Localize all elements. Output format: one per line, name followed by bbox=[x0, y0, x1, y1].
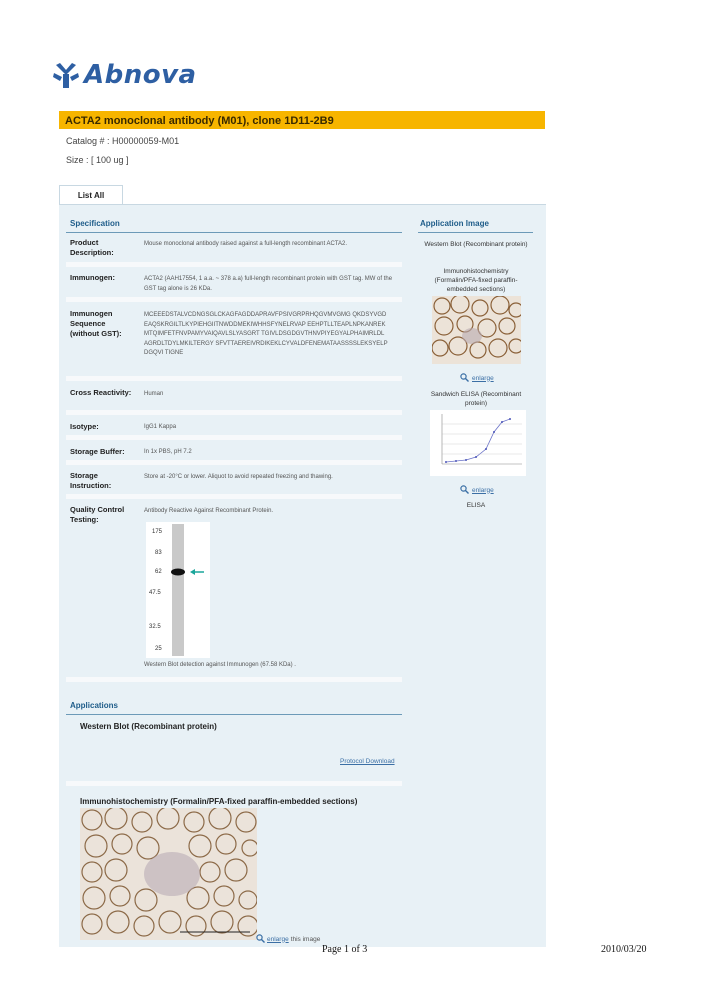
storage-buffer-value: In 1x PBS, pH 7.2 bbox=[144, 449, 192, 455]
catalog-number: Catalog # : H00000059-M01 bbox=[66, 136, 180, 146]
tab-list-all[interactable]: List All bbox=[59, 185, 123, 205]
enlarge-suffix: this image bbox=[290, 935, 321, 943]
specification-heading: Specification bbox=[70, 219, 120, 228]
app-ihc-title: Immunohistochemistry (Formalin/PFA-fixed paraffin-embedded sections) bbox=[80, 797, 358, 806]
product-description-value: Mouse monoclonal antibody raised against a full-length recombinant ACTA2. bbox=[144, 241, 348, 247]
wb-marker: 175 bbox=[152, 529, 163, 535]
quality-control-value: Antibody Reactive Against Recombinant Protein. bbox=[144, 508, 274, 514]
application-image-heading: Application Image bbox=[420, 219, 489, 228]
ai-ihc-caption: Immunohistochemistry (Formalin/PFA-fixed paraffin-embedded sections) bbox=[434, 268, 518, 293]
immunogen-value: ACTA2 (AAH17554, 1 a.a. ~ 378 a.a) full-length recombinant protein with GST tag. MW of the GST tag alone is 26 KDa. bbox=[144, 276, 393, 292]
app-wb-title: Western Blot (Recombinant protein) bbox=[80, 722, 217, 731]
immunogen-label: Immunogen: bbox=[70, 273, 115, 282]
cross-reactivity-label: Cross Reactivity: bbox=[70, 388, 132, 397]
wb-marker: 47.5 bbox=[149, 590, 161, 596]
ihc-thumbnail[interactable] bbox=[432, 296, 521, 364]
ihc-main-enlarge[interactable] bbox=[256, 930, 320, 948]
row-separator bbox=[66, 460, 402, 465]
magnifier-icon bbox=[460, 481, 469, 499]
logo-text: Abnova bbox=[84, 60, 197, 90]
wb-marker: 62 bbox=[155, 569, 162, 575]
row-separator bbox=[66, 435, 402, 440]
ihc-enlarge[interactable] bbox=[460, 369, 494, 387]
row-separator bbox=[66, 410, 402, 415]
application-image-rule bbox=[418, 232, 533, 233]
wb-caption: Western Blot detection against Immunogen (67.58 KDa) . bbox=[144, 662, 296, 668]
storage-instruction-label: Storage Instruction: bbox=[70, 471, 112, 490]
row-separator bbox=[66, 781, 402, 786]
cross-reactivity-value: Human bbox=[144, 391, 164, 397]
isotype-label: Isotype: bbox=[70, 422, 99, 431]
elisa-thumbnail[interactable] bbox=[430, 410, 526, 476]
row-separator bbox=[66, 494, 402, 499]
immunogen-sequence-label: Immunogen Sequence (without GST): bbox=[70, 309, 122, 338]
wb-marker: 83 bbox=[155, 550, 162, 556]
ai-elisa-sub: ELISA bbox=[466, 502, 486, 509]
abnova-logo bbox=[52, 55, 197, 95]
ai-wb-caption: Western Blot (Recombinant protein) bbox=[424, 241, 528, 248]
row-separator bbox=[66, 262, 402, 267]
isotype-value: IgG1 Kappa bbox=[144, 424, 177, 430]
page-number: Page 1 of 3 bbox=[322, 944, 368, 955]
product-title: ACTA2 monoclonal antibody (M01), clone 1D11-2B9 bbox=[65, 115, 334, 127]
row-separator bbox=[66, 376, 402, 381]
row-separator bbox=[66, 677, 402, 682]
wb-marker: 25 bbox=[155, 646, 162, 652]
product-size: Size : [ 100 ug ] bbox=[66, 155, 129, 165]
ai-elisa-caption: Sandwich ELISA (Recombinant protein) bbox=[430, 391, 522, 407]
applications-heading: Applications bbox=[70, 701, 119, 710]
quality-control-label: Quality Control Testing: bbox=[70, 505, 125, 524]
elisa-enlarge[interactable] bbox=[460, 481, 494, 499]
ihc-main-enlarge-link[interactable]: enlarge bbox=[267, 935, 289, 943]
applications-rule bbox=[66, 714, 402, 715]
abnova-logo-icon bbox=[52, 61, 80, 89]
immunogen-sequence-value: MCEEEDSTALVCDNGSGLCKAGFAGDDAPRAVFPSIVGRPRHQGVMVGMG QKDSYVGDEAQSKRGILTLKYPIEHGIITNWDDMEKIWHHSFYNELRVAP EEHPTLLTEAPLNPKANREKMTQIMFETFNVPAMYVAIQAVLSLYASGRT TGIVLDSGDGVTHNVPIYEGYALPHAIMRLDLAGRDLTDYLMKILTERGY SFVTTAEREIVRDIKEKLCYVALDFENEMATAASSSSLEKSYELPDGQVI TIGNE bbox=[144, 312, 388, 356]
row-separator bbox=[66, 297, 402, 302]
storage-instruction-value: Store at -20°C or lower. Aliquot to avoid repeated freezing and thawing. bbox=[144, 474, 333, 480]
qc-western-blot-image bbox=[146, 522, 210, 658]
magnifier-icon bbox=[256, 930, 265, 948]
wb-marker: 32.5 bbox=[149, 624, 161, 630]
print-date: 2010/03/20 bbox=[601, 944, 647, 955]
ihc-main-image bbox=[80, 808, 257, 940]
storage-buffer-label: Storage Buffer: bbox=[70, 447, 125, 456]
specification-rule bbox=[66, 232, 402, 233]
ihc-enlarge-link[interactable]: enlarge bbox=[472, 374, 494, 382]
magnifier-icon bbox=[460, 369, 469, 387]
product-title-bar bbox=[59, 111, 545, 129]
protocol-download-link[interactable]: Protocol Download bbox=[340, 758, 395, 765]
elisa-enlarge-link[interactable]: enlarge bbox=[472, 486, 494, 494]
product-description-label: Product Description: bbox=[70, 238, 114, 257]
